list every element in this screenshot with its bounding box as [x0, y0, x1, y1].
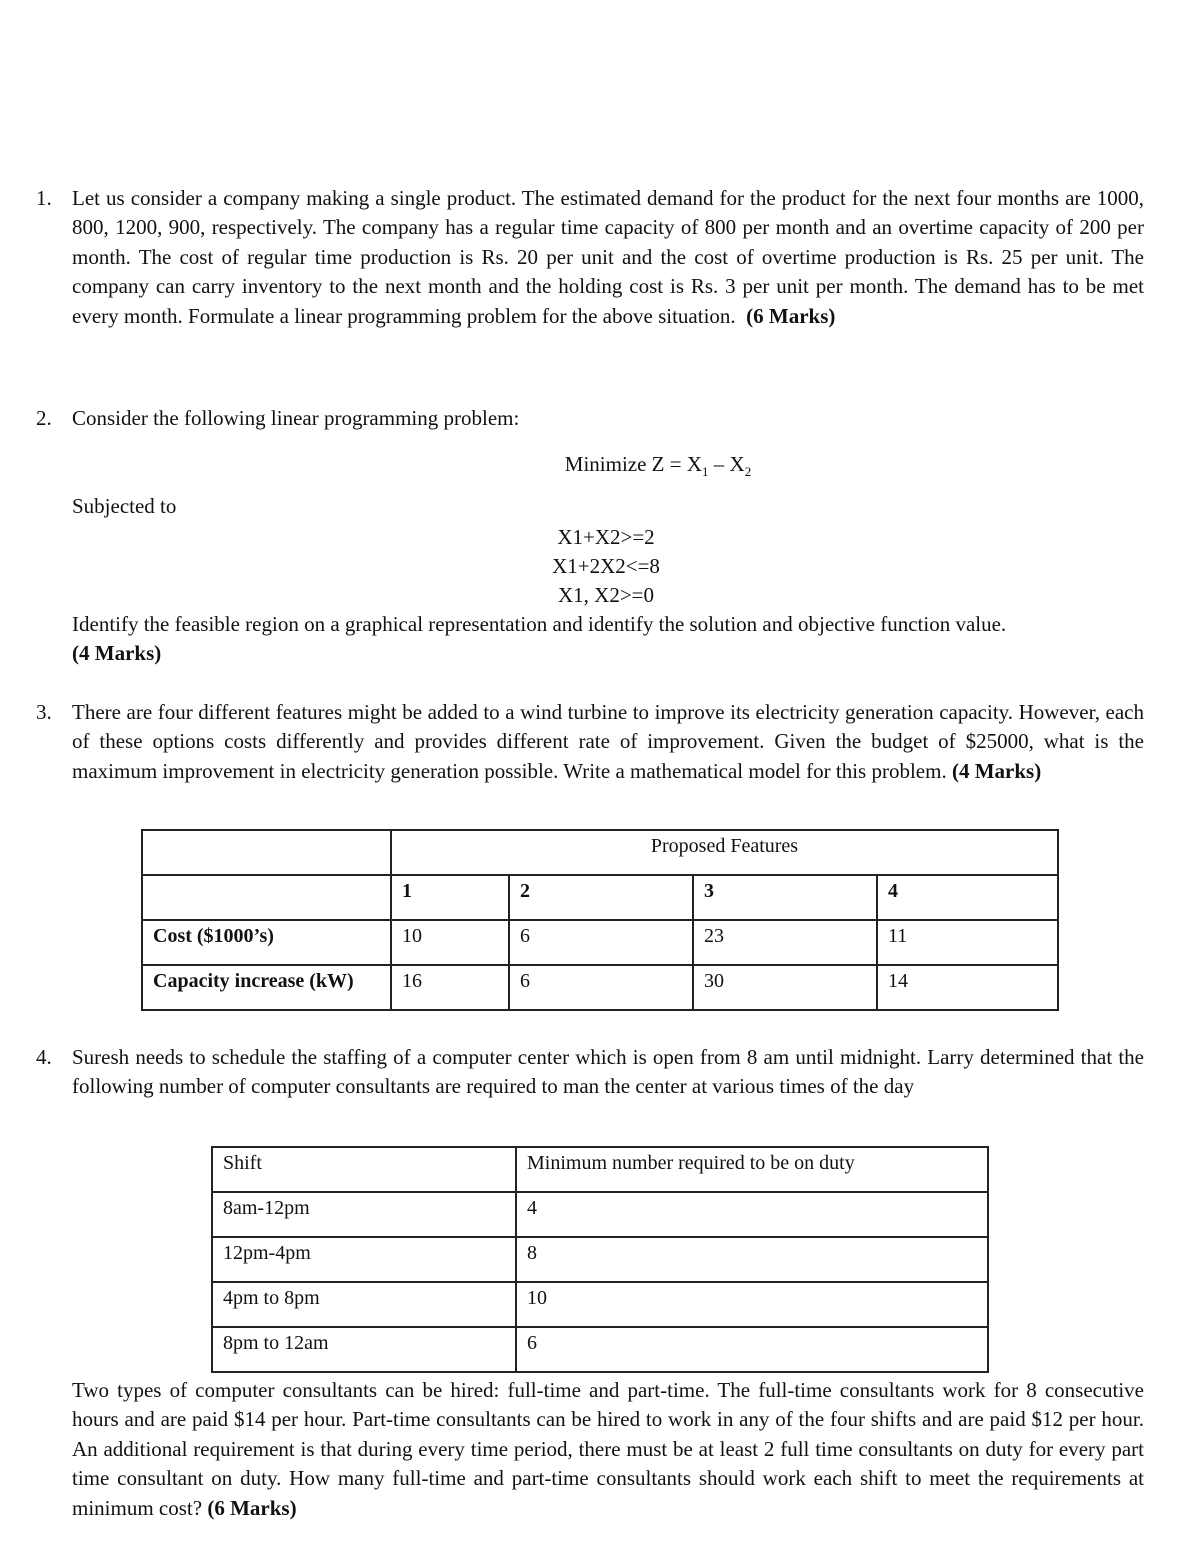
column-header: Shift: [212, 1147, 516, 1192]
table-row: [212, 1327, 988, 1372]
table-cell: 10: [391, 920, 509, 965]
question-4-followup: [36, 1376, 1144, 1523]
table-row: [212, 1192, 988, 1237]
question-task: Identify the feasible region on a graphical representation and identify the solution and objective function value.: [72, 612, 1007, 636]
question-1: [36, 184, 1144, 331]
question-number: 2.: [36, 406, 52, 430]
marks-label: (6 Marks): [207, 1495, 297, 1520]
marks-label: (4 Marks): [72, 641, 162, 666]
table-cell: 8am-12pm: [212, 1192, 516, 1237]
table-cell: 16: [391, 965, 509, 1010]
table-cell: 14: [877, 965, 1058, 1010]
table-cell: 11: [877, 920, 1058, 965]
question-4: [36, 1043, 1144, 1102]
objective-function: Minimize $Z = X_1 - X_2$: [564, 452, 752, 480]
table-cell: 23: [693, 920, 877, 965]
table-cell: 12pm-4pm: [212, 1237, 516, 1282]
table-cell: 6: [509, 920, 693, 965]
question-text: There are four different features might be added to a wind turbine to improve its electricity generation capacity. However, each of these options costs differently and provides different rate of improvement. Given the budget of $25000, what is the maximum improvement in electricity generation possible. Write a mathematical model for this problem.: [72, 700, 1144, 783]
table-cell: 4: [516, 1192, 988, 1237]
table-cell: 8: [516, 1237, 988, 1282]
shift-table: [211, 1146, 989, 1373]
question-number: 4.: [36, 1045, 52, 1069]
question-number: 1.: [36, 186, 52, 210]
constraint-2: X1+2X2<=8: [552, 554, 660, 578]
features-table: [141, 829, 1059, 1011]
column-header: 2: [509, 875, 693, 920]
constraint-1: X1+X2>=2: [557, 525, 655, 549]
column-header: 3: [693, 875, 877, 920]
table-row: [142, 965, 1058, 1010]
table-cell: 8pm to 12am: [212, 1327, 516, 1372]
table-cell: 4pm to 8pm: [212, 1282, 516, 1327]
marks-label: (6 Marks): [746, 303, 836, 328]
table-row: [142, 920, 1058, 965]
subjected-to-label: Subjected to: [72, 494, 177, 518]
question-2: [36, 404, 1144, 433]
table-cell: 30: [693, 965, 877, 1010]
row-label: Cost ($1000’s): [142, 920, 391, 965]
table-empty-cell: [142, 875, 391, 920]
question-number: 3.: [36, 700, 52, 724]
group-header: Proposed Features: [391, 830, 1058, 875]
table-cell: 6: [509, 965, 693, 1010]
question-intro: Consider the following linear programming problem:: [72, 406, 520, 430]
question-text: Suresh needs to schedule the staffing of a computer center which is open from 8 am until midnight. Larry determined that the following number of computer consultants are required to man the center at various times of the day: [72, 1045, 1144, 1099]
table-row: [212, 1237, 988, 1282]
column-header: 1: [391, 875, 509, 920]
constraint-3: X1, X2>=0: [557, 583, 655, 607]
row-label: Capacity increase (kW): [142, 965, 391, 1010]
table-row: [212, 1282, 988, 1327]
table-cell: 10: [516, 1282, 988, 1327]
table-cell: 6: [516, 1327, 988, 1372]
table-corner-cell: [142, 830, 391, 875]
column-header: Minimum number required to be on duty: [516, 1147, 988, 1192]
marks-label: (4 Marks): [951, 758, 1042, 783]
question-3: [36, 698, 1144, 786]
column-header: 4: [877, 875, 1058, 920]
question-followup: Two types of computer consultants can be hired: full-time and part-time. The full-time consultants work for 8 consecutive hours and are paid $14 per hour. Part-time consultants can be hired to work in any of the four shifts and are paid $12 per hour. An additional requirement is that during every time period, there must be at least 2 full time consultants on duty for every part time consultant on duty. How many full-time and part-time consultants should work each shift to meet the requirements at minimum cost?: [72, 1378, 1144, 1520]
question-text: Let us consider a company making a single product. The estimated demand for the product for the next four months are 1000, 800, 1200, 900, respectively. The company has a regular time capacity of 800 per month and an overtime capacity of 200 per month. The cost of regular time production is Rs. 20 per unit and the cost of overtime production is Rs. 25 per unit. The company can carry inventory to the next month and the holding cost is Rs. 3 per unit per month. The demand has to be met every month. Formulate a linear programming problem for the above situation.: [72, 186, 1144, 328]
question-2-task: [36, 610, 1144, 669]
